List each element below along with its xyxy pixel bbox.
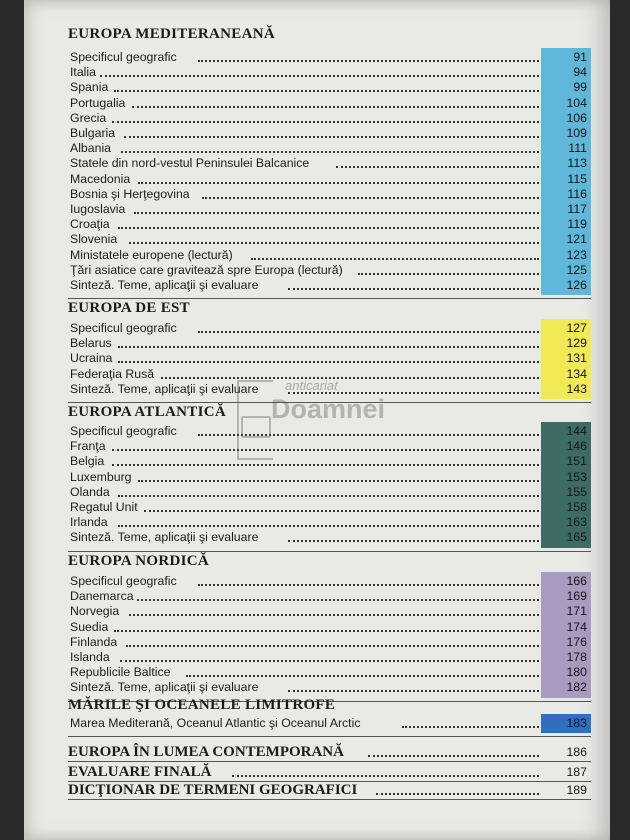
toc-entry[interactable] [24,424,610,439]
toc-page-number: 153 [566,469,587,484]
toc-entry-label: Specificul geografic [70,321,177,335]
toc-entry[interactable] [24,80,610,95]
dot-leader [336,166,539,168]
toc-page-number: 178 [566,650,587,664]
toc-page-number: 169 [566,589,587,604]
toc-page-number: 109 [566,126,587,140]
toc-entry-label: Suedia [70,619,109,634]
toc-entry[interactable] [24,716,610,731]
toc-entry[interactable] [24,187,610,202]
toc-entry-label: Bosnia şi Herţegovina [70,186,190,201]
toc-page-number: 174 [566,619,587,634]
toc-entry[interactable] [24,470,610,485]
toc-entry-label: Sinteză. Teme, aplicaţii şi evaluare [70,381,259,396]
dot-leader [161,377,539,379]
toc-page-number: 121 [566,232,587,247]
dot-leader [402,726,539,728]
dot-leader [112,121,539,123]
section-divider [68,551,591,552]
toc-entry-label: Ţări asiatice care gravitează spre Europa (lectură) [70,262,343,277]
dot-leader [232,775,539,777]
toc-entry[interactable] [24,156,610,171]
toc-entry[interactable] [24,604,610,619]
toc-entry-label: Albania [70,141,112,156]
toc-entry-label: Regatul Unit [70,500,138,514]
toc-entry-label: Republicile Baltice [70,665,171,680]
dot-leader [114,90,539,92]
dot-leader [376,793,539,795]
toc-entry-label: Sinteză. Teme, aplicaţii şi evaluare [70,278,259,292]
dot-leader [288,288,539,290]
toc-page-number: 182 [566,680,587,695]
dot-leader [138,480,539,482]
toc-entry[interactable] [24,172,610,187]
toc-page-number: 144 [566,424,587,438]
toc-entry-label: Specificul geografic [70,574,177,588]
toc-entry-label: Iugoslavia [70,202,126,216]
toc-page-number: 129 [566,336,587,351]
toc-entry-label: Grecia [70,110,107,125]
toc-page-number: 125 [566,262,587,277]
toc-entry-label: Luxemburg [70,469,132,484]
toc-entry[interactable] [24,367,610,382]
toc-page-number: 127 [566,321,587,335]
dot-leader [288,540,539,542]
toc-entry[interactable] [24,336,610,351]
toc-final-entry[interactable] [24,782,610,798]
dot-leader [121,151,539,153]
toc-entry-label: Macedonia [70,171,131,186]
toc-entry-label: Belgia [70,454,105,469]
toc-page-number: 115 [567,171,587,186]
dot-leader [198,331,539,333]
toc-final-entry-label: EVALUARE FINALĂ [68,764,212,780]
toc-page-number: 116 [567,186,587,201]
toc-page-number: 183 [566,716,587,730]
dot-leader [137,599,539,601]
toc-entry-label: Ucraina [70,351,113,366]
section-title: EUROPA NORDICĂ [68,553,210,569]
toc-final-entry[interactable] [24,764,610,780]
dot-leader [198,584,539,586]
dot-leader [118,346,539,348]
toc-page-number: 155 [566,484,587,499]
toc-final-entry-label: DICŢIONAR DE TERMENI GEOGRAFICI [68,782,358,798]
toc-entry-label: Ministatele europene (lectură) [70,247,233,262]
toc-entry-label: Specificul geografic [70,424,177,438]
section-title: MĂRILE ŞI OCEANELE LIMITROFE [68,697,336,713]
toc-entry-label: Bulgaria [70,126,116,140]
toc-page-number: 186 [566,745,587,759]
toc-entry[interactable] [24,650,610,665]
dot-leader [129,614,539,616]
toc-final-entry[interactable] [24,744,610,760]
toc-entry[interactable] [24,454,610,469]
toc-entry-label: Danemarca [70,589,134,604]
dot-leader [118,227,539,229]
toc-entry-label: Sinteză. Teme, aplicaţii şi evaluare [70,530,259,545]
toc-page-number: 106 [566,110,587,125]
dot-leader [198,60,539,62]
toc-page-number: 187 [566,765,587,779]
toc-entry-label: Spania [70,80,109,95]
dot-leader [288,690,539,692]
dot-leader [112,464,539,466]
toc-page-number: 143 [566,381,587,396]
toc-entry[interactable] [24,515,610,530]
toc-final-entry-label: EUROPA ÎN LUMEA CONTEMPORANĂ [68,744,344,760]
toc-page-number: 180 [566,665,587,680]
toc-entry-label: Slovenia [70,232,118,247]
dot-leader [132,106,539,108]
toc-entry[interactable] [24,232,610,247]
toc-entry-label: Olanda [70,484,110,499]
toc-entry[interactable] [24,278,610,293]
toc-entry[interactable] [24,574,610,589]
toc-entry-label: Islanda [70,650,110,664]
toc-page-number: 111 [568,141,587,156]
dot-leader [144,510,539,512]
dot-leader [198,434,539,436]
toc-entry[interactable] [24,589,610,604]
toc-page-number: 131 [566,351,587,366]
toc-page-number: 99 [573,80,587,95]
toc-entry-label: Federaţia Rusă [70,366,155,381]
toc-page-number: 146 [566,439,587,454]
section-divider [68,799,591,800]
dot-leader [368,755,539,757]
watermark-small-text: anticariat [285,378,338,393]
toc-entry[interactable] [24,351,610,366]
toc-entry-label: Franţa [70,439,106,454]
toc-page-number: 189 [566,783,587,797]
dot-leader [118,361,539,363]
toc-page-number: 158 [566,500,587,514]
toc-page-number: 126 [566,278,587,292]
toc-entry[interactable] [24,217,610,232]
section-divider [68,761,591,762]
toc-page-number: 113 [567,156,587,171]
toc-entry-label: Norvegia [70,604,120,619]
section-divider [68,402,591,403]
toc-page-number: 119 [567,217,587,232]
toc-entry[interactable] [24,248,610,263]
toc-page-number: 94 [573,65,587,80]
toc-entry[interactable] [24,96,610,111]
section-title: EUROPA ATLANTICĂ [68,404,227,420]
dot-leader [118,495,539,497]
toc-page-number: 117 [567,202,587,216]
toc-page-number: 163 [566,515,587,530]
toc-page-number: 165 [566,530,587,545]
dot-leader [118,525,539,527]
toc-entry[interactable] [24,111,610,126]
toc-entry[interactable] [24,141,610,156]
section-title: EUROPA DE EST [68,300,190,316]
toc-page-number: 176 [566,634,587,649]
toc-entry[interactable] [24,500,610,515]
toc-entry[interactable] [24,530,610,545]
dot-leader [112,449,539,451]
toc-page-number: 151 [566,454,587,469]
toc-entry-label: Specificul geografic [70,50,177,64]
dot-leader [124,136,539,138]
dot-leader [126,645,539,647]
section-title: EUROPA MEDITERANEANĂ [68,26,275,42]
toc-entry[interactable] [24,65,610,80]
toc-entry[interactable] [24,382,610,397]
toc-entry-label: Marea Mediterană, Oceanul Atlantic şi Oceanul Arctic [70,716,361,730]
toc-entry-label: Irlanda [70,515,108,530]
dot-leader [138,182,539,184]
toc-entry[interactable] [24,202,610,217]
dot-leader [288,392,539,394]
toc-entry[interactable] [24,665,610,680]
toc-entry[interactable] [24,321,610,336]
toc-entry-label: Italia [70,65,96,80]
toc-entry-label: Croaţia [70,217,110,232]
dot-leader [114,630,539,632]
toc-entry[interactable] [24,439,610,454]
toc-page-number: 134 [566,366,587,381]
toc-entry[interactable] [24,620,610,635]
dot-leader [186,675,539,677]
toc-entry[interactable] [24,50,610,65]
dot-leader [251,258,539,260]
dot-leader [358,273,539,275]
toc-entry[interactable] [24,263,610,278]
toc-entry-label: Portugalia [70,95,126,110]
toc-entry[interactable] [24,635,610,650]
dot-leader [202,197,539,199]
toc-page-number: 91 [573,50,587,64]
toc-entry-label: Statele din nord-vestul Peninsulei Balcanice [70,156,310,171]
toc-entry[interactable] [24,126,610,141]
dot-leader [120,660,539,662]
section-divider [68,736,591,737]
toc-entry-label: Sinteză. Teme, aplicaţii şi evaluare [70,680,259,695]
toc-page-number: 171 [566,604,587,619]
dot-leader [100,75,539,77]
toc-page-number: 166 [566,574,587,588]
toc-entry-label: Finlanda [70,634,118,649]
toc-entry[interactable] [24,485,610,500]
toc-page-number: 104 [566,95,587,110]
toc-entry[interactable] [24,680,610,695]
watermark-brand-text: Doamnei [271,394,386,424]
dot-leader [129,242,539,244]
book-page [24,0,610,840]
dot-leader [134,212,539,214]
toc-entry-label: Belarus [70,336,112,351]
toc-page-number: 123 [566,247,587,262]
